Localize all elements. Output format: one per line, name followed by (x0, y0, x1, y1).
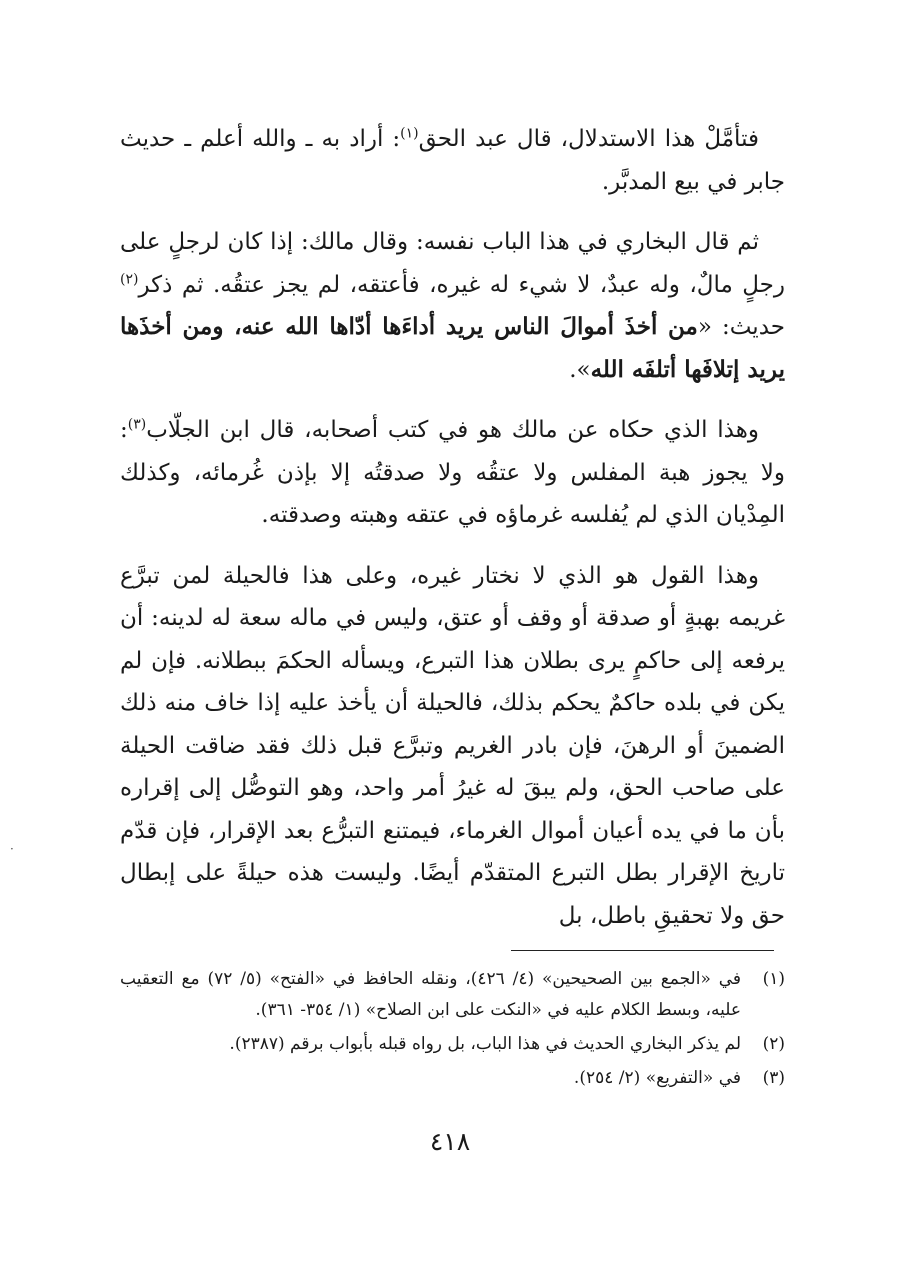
footnote-number: (٢) (762, 1034, 785, 1054)
footnote-text: في «الجمع بين الصحيحين» (٤/ ٤٢٦)، ونقله الحافظ في «الفتح» (٥/ ٧٢) مع التعقيب عليه، وبسط الكلام عليه في «النكت على ابن الصلاح» (١/ ٣٥٤- ٣٦١). (120, 969, 742, 1020)
paragraph-3 (120, 409, 785, 537)
page-number: ٤١٨ (429, 1127, 471, 1156)
footnote-3 (120, 1063, 785, 1094)
text-run: وهذا القول هو الذي لا نختار غيره، وعلى هذا فالحيلة لمن تبرَّع غريمه بهبةٍ أو صدقة أو وقف أو عتق، وليس في ماله سعة له لدينه: أن يرفعه إلى حاكمٍ يرى بطلان هذا التبرع، ويسأله الحكمَ ببطلانه. فإن لم يكن في بلده حاكمٌ يحكم بذلك، فالحيلة أن يأخذ عليه إذا خاف منه ذلك الضمينَ أو الرهنَ، فإن بادر الغريم وتبرَّع قبل ذلك فقد ضاقت الحيلة على صاحب الحق، ولم يبقَ له غيرُ أمر واحد، وهو التوصُّل إلى إقراره بأن ما في يده أعيان أموال الغرماء، فيمتنع التبرُّع بعد الإقرار، فإن قدّم تاريخ الإقرار بطل التبرع المتقدّم أيضًا. وليست هذه حيلةً على إبطال حق ولا تحقيقِ باطل، بل (120, 562, 785, 929)
paragraph-1 (120, 118, 785, 203)
text-run: : أراد به ـ والله أعلم ـ حديث جابر في بيع المدبَّر. (120, 126, 785, 195)
margin-mark: · (10, 842, 14, 856)
footnote-1 (120, 964, 785, 1026)
footnote-ref-3[interactable]: (٣) (127, 416, 147, 433)
paragraph-2 (120, 221, 785, 391)
footnote-ref-1[interactable]: (١) (400, 125, 419, 142)
text-run: وهذا الذي حكاه عن مالك هو في كتب أصحابه، قال ابن الجلّاب (146, 417, 759, 443)
main-text (120, 118, 785, 955)
footnote-text: لم يذكر البخاري الحديث في هذا الباب، بل رواه قبله بأبواب برقم (٢٣٨٧). (229, 1034, 741, 1054)
footnote-text: في «التفريع» (٢/ ٢٥٤). (573, 1068, 741, 1088)
footnote-2 (120, 1029, 785, 1060)
text-run: ». (569, 356, 591, 383)
text-run: حديث: « (697, 314, 785, 340)
footnotes (120, 964, 785, 1097)
text-run: فتأمَّلْ هذا الاستدلال، قال عبد الحق (418, 126, 760, 152)
hadith-quote: من أخذَ أموالَ الناس يريد أداءَها أدّاها الله عنه، ومن أخذَها يريد إتلافَها أتلفَه الله (120, 313, 785, 383)
footnote-number: (٣) (762, 1068, 785, 1088)
footnote-ref-2[interactable]: (٢) (120, 270, 139, 287)
text-run: ثم قال البخاري في هذا الباب نفسه: وقال مالك: إذا كان لرجلٍ على رجلٍ مالٌ، وله عبدٌ، لا شيء له غيره، فأعتقه، لم يجز عتقُه. ثم ذكر (120, 229, 785, 298)
text-run: : ولا يجوز هبة المفلس ولا عتقُه ولا صدقتُه إلا بإذن غُرمائه، وكذلك المِدْيان الذي لم يُفلسه غرماؤه في عتقه وهبته وصدقته. (120, 417, 785, 528)
paragraph-4 (120, 555, 785, 938)
footnote-divider (511, 950, 774, 951)
footnote-number: (١) (762, 969, 786, 989)
